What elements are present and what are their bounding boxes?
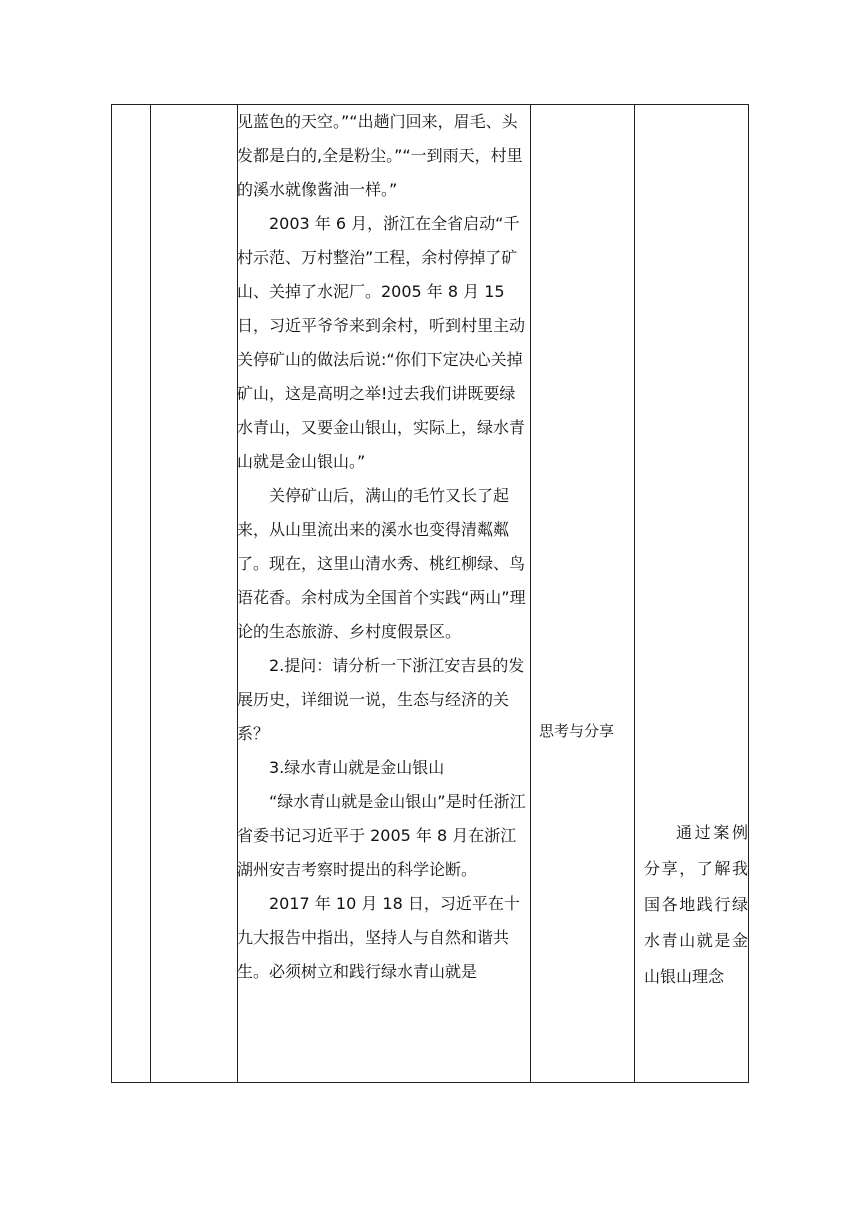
paragraph-2017: 2017 年 10 月 18 日，习近平在十九大报告中指出，坚持人与自然和谐共生。必须树立和践行绿水青山就是 (237, 894, 520, 981)
column-divider-1 (150, 105, 151, 1082)
column-divider-4 (634, 105, 635, 1082)
student-activity-cell: 思考与分享 (539, 722, 615, 740)
paragraph-continued: 见蓝色的天空。”“出趟门回来，眉毛、头发都是白的,全是粉尘。”“一到雨天，村里的溪水就像酱油一样。” (237, 112, 523, 199)
column-divider-3 (530, 105, 531, 1082)
paragraph-definition: “绿水青山就是金山银山”是时任浙江省委书记习近平于 2005 年 8 月在浙江湖州安吉考察时提出的科学论断。 (237, 792, 526, 879)
design-intent-cell: 通过案例分享，了解我国各地践行绿水青山就是金山银山理念 (644, 823, 748, 986)
lesson-table (111, 104, 749, 1083)
paragraph-after-closure: 关停矿山后，满山的毛竹又长了起来，从山里流出来的溪水也变得清粼粼了。现在，这里山清水秀、桃红柳绿、鸟语花香。余村成为全国首个实践“两山”理论的生态旅游、乡村度假景区。 (237, 486, 526, 641)
paragraph-question: 2.提问：请分析一下浙江安吉县的发展历史，详细说一说，生态与经济的关系？ (237, 656, 525, 743)
paragraph-2003: 2003 年 6 月，浙江在全省启动“千村示范、万村整治”工程，余村停掉了矿山、关掉了水泥厂。2005 年 8 月 15 日，习近平爷爷来到余村，听到村里主动关停矿山的做法后说:“你们下定决心关掉矿山，这是高明之举!过去我们讲既要绿水青山，又要金山银山，实际上，绿水青山就是金山银山。” (237, 214, 526, 471)
teaching-content-cell (237, 105, 527, 989)
section-heading: 3.绿水青山就是金山银山 (269, 758, 445, 777)
